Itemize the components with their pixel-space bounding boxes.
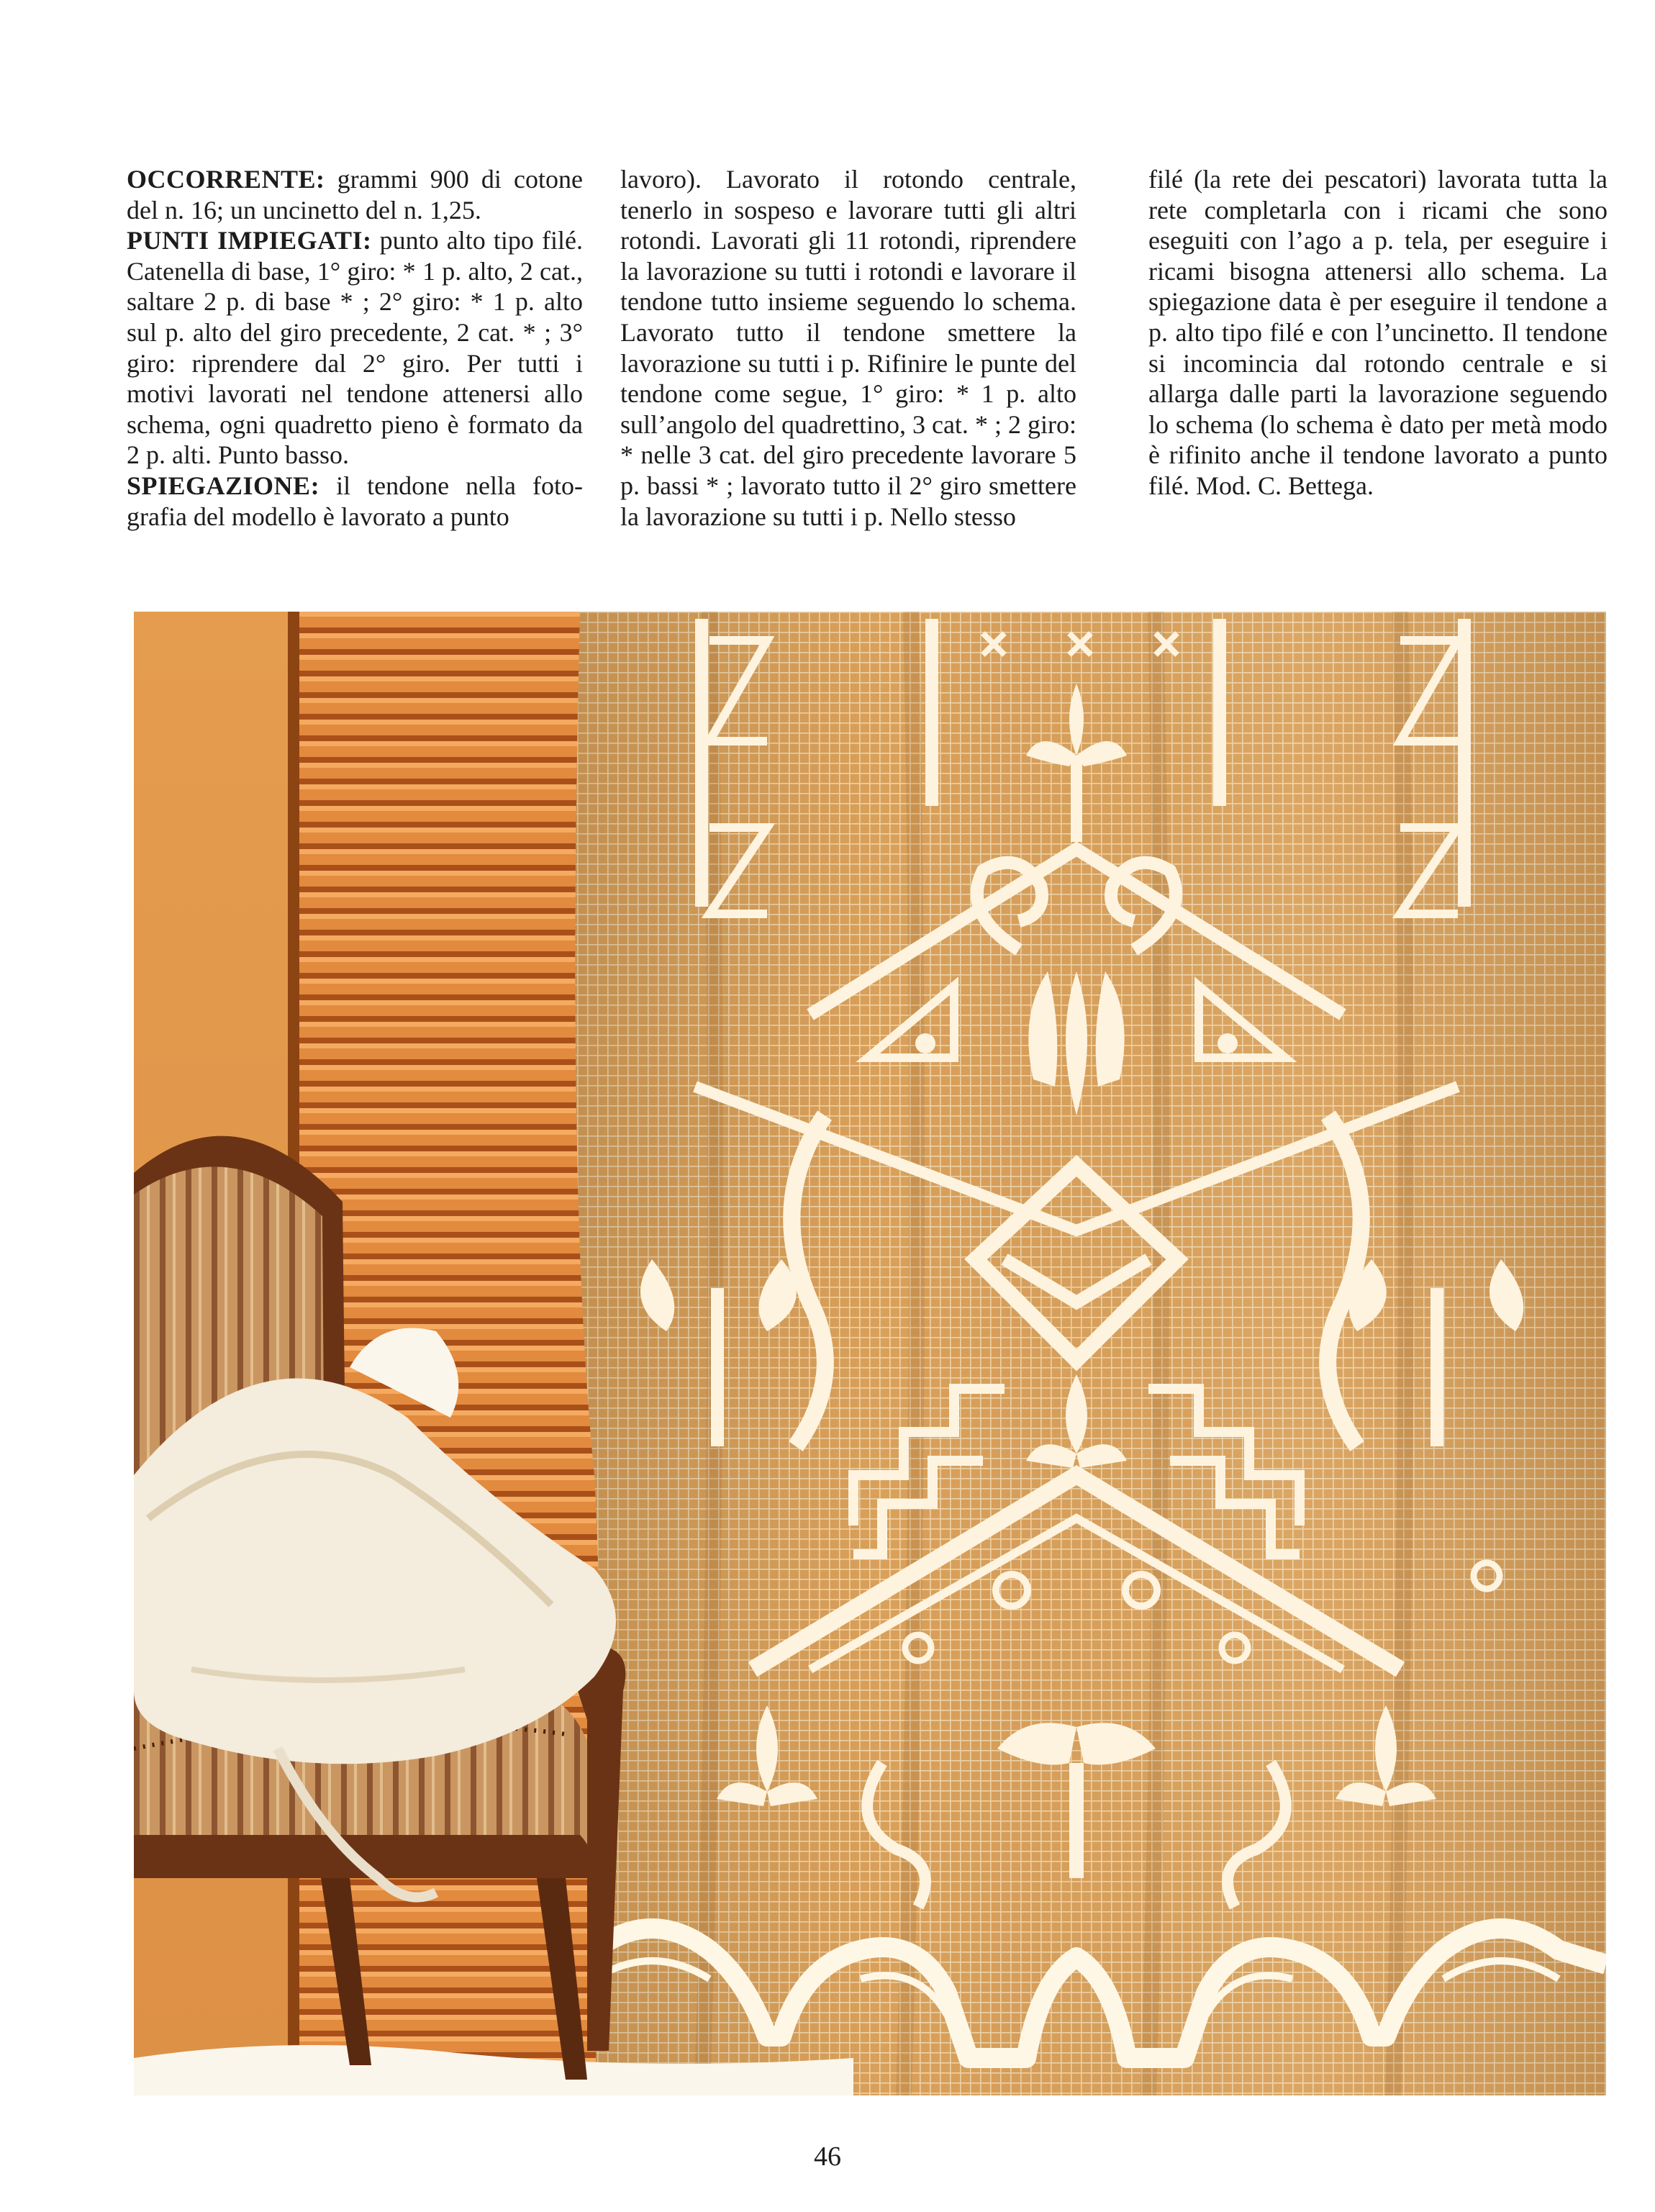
heading-occorrente: OCCORRENTE: [127, 165, 325, 194]
punti-text: punto alto tipo filé. Catenella di base, 1° giro: * 1 p. alto, 2 cat., saltare 2 p. di base * ; 2° giro: * 1 p. alto sul p. alto del giro precedente, 2 cat. * ; 3° giro: riprendere dal 2° giro. Per tutti i motivi lavorati nel tendone attenersi allo schema, ogni quadretto pieno è formato da 2 p. alti. Punto basso. [127, 226, 583, 470]
heading-spiegazione: SPIEGAZIONE: [127, 471, 320, 500]
occorrente-text: grammi 900 di cotone del n. 16; un uncinetto del n. 1,25. [127, 165, 584, 225]
text-column-3 [1148, 164, 1608, 502]
page-number: 46 [814, 2141, 841, 2172]
heading-punti-impiegati: PUNTI IMPIEGATI: [127, 226, 372, 255]
column-2-text: lavoro). Lavorato il rotondo centrale, tenerlo in sospeso e lavorare tutti gli altri rotondi. Lavorati gli 11 rotondi, riprendere la lavorazione su tutti i rotondi e lavorare il tendone tutto insieme seguendo lo schema. Lavorato tutto il tendone smettere la lavorazione su tutti i p. Rifinire le punte del tendone come segue, 1° giro: * 1 p. alto sull’angolo del quadrettino, 3 cat. * ; 2 giro: * nelle 3 cat. del giro precedente lavorare 5 p. bassi * ; lavorato tutto il 2° giro smettere la lavorazione su tutti i p. Nello stesso [620, 165, 1076, 531]
column-3-text: filé (la rete dei pescatori) lavorata tutta la rete completarla con i ricami che sono eseguiti con l’ago a p. tela, per eseguire i ricami bisogna attenersi allo schema. La spiegazione data è per eseguire il tendone a p. alto tipo filé e con l’uncinetto. Il tendone si incomincia dal rotondo centrale e si allarga dalle parti la lavorazione seguendo lo schema (lo schema è dato per metà modo è rifinito anche il tendone lavorato a punto filé. Mod. C. Bettega. [1148, 165, 1608, 500]
lace-curtain [575, 612, 1606, 2095]
text-column-1 [127, 164, 583, 532]
paragraph-occorrente [127, 164, 583, 225]
paragraph-spiegazione [127, 471, 583, 532]
paragraph-punti [127, 225, 583, 471]
text-column-2 [620, 164, 1076, 532]
spiegazione-text: il tendone nella fotografia del modello è lavorato a punto [127, 471, 584, 531]
curtain-photograph [134, 612, 1606, 2095]
